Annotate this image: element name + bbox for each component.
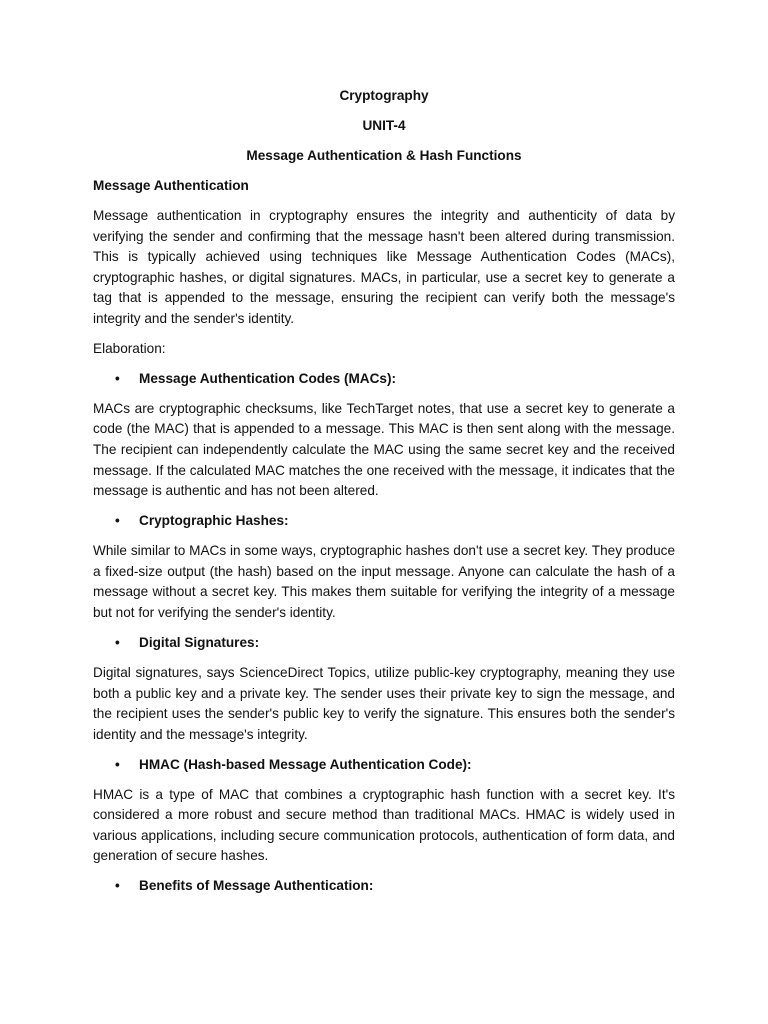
document-page xyxy=(93,86,675,906)
bullet-heading: Cryptographic Hashes: xyxy=(139,513,289,529)
bullet-item-hmac xyxy=(93,755,675,776)
bullet-icon: • xyxy=(115,370,120,386)
intro-paragraph: Message authentication in cryptography ensures the integrity and authenticity of data by verifying the sender and confirming that the message hasn't been altered during transmission. This is typically achieved using techniques like Message Authentication Codes (MACs), cryptographic hashes, or digital signatures. MACs, in particular, use a secret key to generate a tag that is appended to the message, ensuring the recipient can verify both the message's integrity and the sender's identity. xyxy=(93,207,675,326)
bullet-icon: • xyxy=(115,756,120,772)
bullet-heading: HMAC (Hash-based Message Authentication Code): xyxy=(139,756,472,772)
signatures-paragraph: Digital signatures, says ScienceDirect Topics, utilize public-key cryptography, meaning they use both a public key and a private key. The sender uses their private key to sign the message, and the recipient uses the sender's public key to verify the signature. This ensures both the sender's identity and the message's integrity. xyxy=(93,664,675,742)
bullet-item-benefits xyxy=(93,876,675,897)
bullet-icon: • xyxy=(115,513,120,529)
section-heading: Message Authentication xyxy=(93,177,249,193)
bullet-icon: • xyxy=(115,634,120,650)
macs-paragraph: MACs are cryptographic checksums, like TechTarget notes, that use a secret key to generate a code (the MAC) that is appended to a message. This MAC is then sent along with the message. The recipient can independently calculate the MAC using the same secret key and the received message. If the calculated MAC matches the one received with the message, it indicates that the message is authentic and has not been altered. xyxy=(93,400,675,499)
bullet-heading: Benefits of Message Authentication: xyxy=(139,878,374,894)
unit-label: UNIT-4 xyxy=(362,117,406,133)
hmac-paragraph: HMAC is a type of MAC that combines a cryptographic hash function with a secret key. It's considered a more robust and secure method than traditional MACs. HMAC is widely used in various applications, including secure communication protocols, authentication of form data, and generation of secure hashes. xyxy=(93,786,675,864)
bullet-heading: Message Authentication Codes (MACs): xyxy=(139,370,397,386)
bullet-heading: Digital Signatures: xyxy=(139,634,260,650)
bullet-icon: • xyxy=(115,878,120,894)
elaboration-label: Elaboration: xyxy=(93,340,166,356)
bullet-item-signatures xyxy=(93,633,675,654)
document-subtitle: Message Authentication & Hash Functions xyxy=(246,147,522,163)
bullet-item-macs xyxy=(93,369,675,390)
document-title: Cryptography xyxy=(339,88,429,103)
hashes-paragraph: While similar to MACs in some ways, cryptographic hashes don't use a secret key. They produce a fixed-size output (the hash) based on the input message. Anyone can calculate the hash of a message without a secret key. This makes them suitable for verifying the integrity of a message but not for verifying the sender's identity. xyxy=(93,543,675,620)
bullet-item-hashes xyxy=(93,511,675,532)
